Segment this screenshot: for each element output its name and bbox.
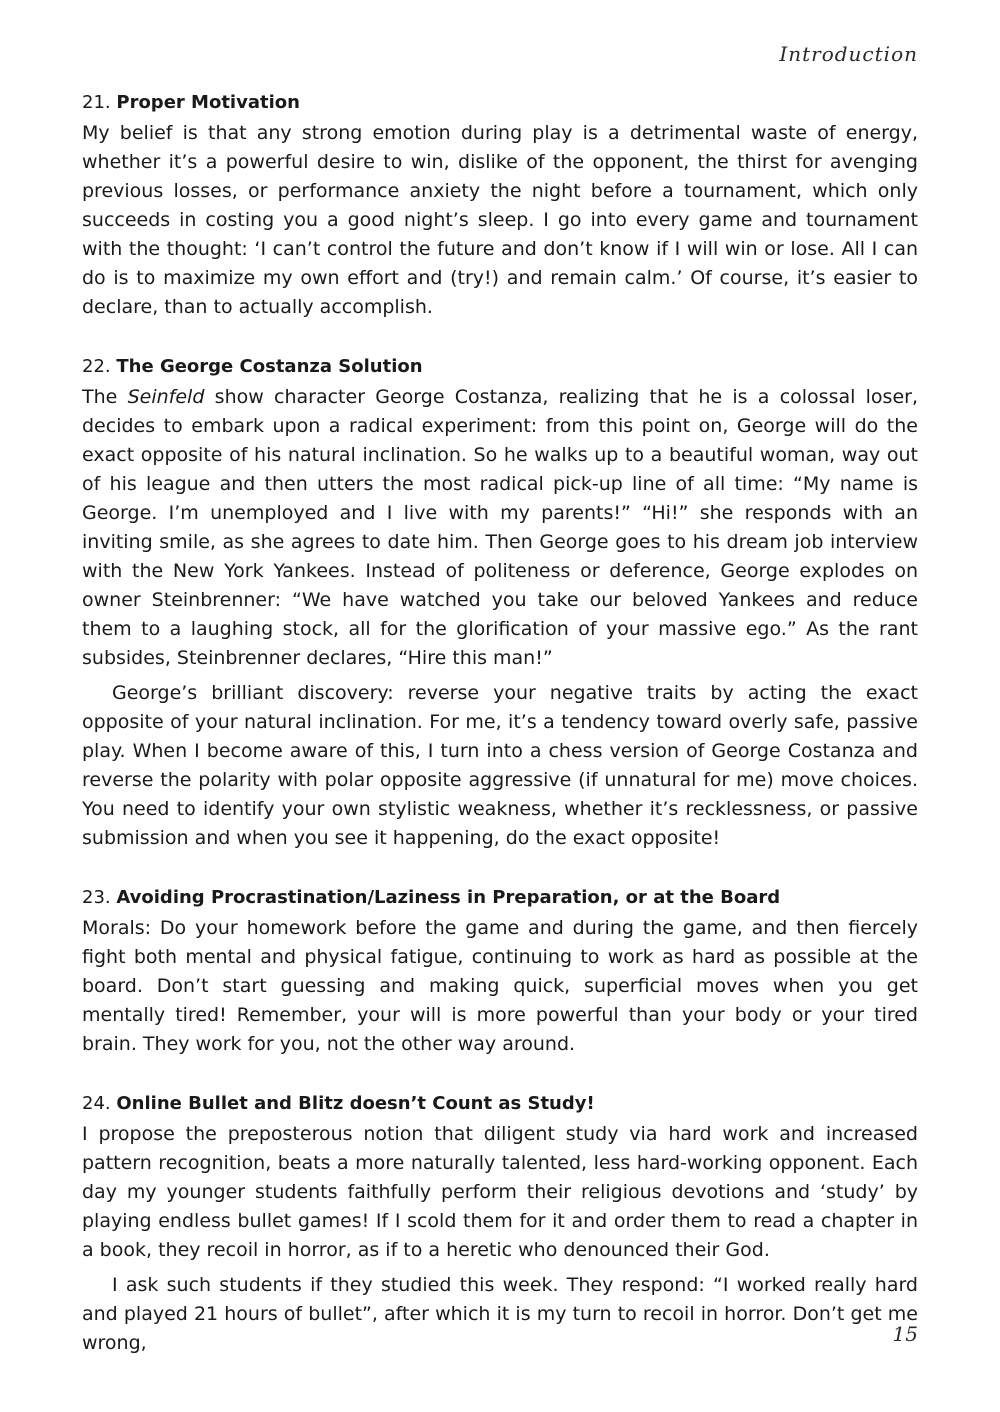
paragraph: I propose the preposterous notion that diligent study via hard work and increased pattern recognition, beats a more naturally talented, less hard-working opponent. Each day my younger students faithfully perform their religious devotions and ‘study’ by playing endless bullet games! If I scold them for it and order them to read a chapter in a book, they recoil in horror, as if to a heretic who denounced their God. bbox=[82, 1123, 918, 1261]
section-number: 24. bbox=[82, 1093, 111, 1114]
section-title: Avoiding Procrastination/Laziness in Preparation, or at the Board bbox=[116, 887, 781, 908]
section-heading bbox=[82, 1089, 918, 1118]
paragraph: I ask such students if they studied this week. They respond: “I worked really hard and played 21 hours of bullet”, after which it is my turn to recoil in horror. Don’t get me wrong, bbox=[82, 1274, 918, 1354]
section-heading bbox=[82, 88, 918, 117]
section-heading bbox=[82, 352, 918, 381]
section-number: 22. bbox=[82, 356, 111, 377]
paragraph: Morals: Do your homework before the game and during the game, and then fiercely fight both mental and physical fatigue, continuing to work as hard as possible at the board. Don’t start guessing and making quick, superficial moves when you get mentally tired! Remember, your will is more powerful than your body or your tired brain. They work for you, not the other way around. bbox=[82, 917, 918, 1055]
paragraph: The Seinfeld show character George Costanza, realizing that he is a colossal loser, decides to embark upon a radical experiment: from this point on, George will do the exact opposite of his natural inclination. So he walks up to a beautiful woman, way out of his league and then utters the most radical pick-up line of all time: “My name is George. I’m unemployed and I live with my parents!” “Hi!” she responds with an inviting smile, as she agrees to date him. Then George goes to his dream job interview with the New York Yankees. Instead of politeness or deference, George explodes on owner Steinbrenner: “We have watched you take our beloved Yankees and reduce them to a laughing stock, all for the glorification of your massive ego.” As the rant subsides, Steinbrenner declares, “Hire this man!” bbox=[82, 386, 918, 669]
section-21 bbox=[82, 88, 918, 322]
section-number: 21. bbox=[82, 92, 111, 113]
body-text bbox=[82, 88, 918, 1388]
section-title: Proper Motivation bbox=[116, 92, 300, 113]
page-number: 15 bbox=[892, 1322, 918, 1346]
section-24 bbox=[82, 1089, 918, 1358]
paragraph: My belief is that any strong emotion during play is a detrimental waste of energy, whether it’s a powerful desire to win, dislike of the opponent, the thirst for avenging previous losses, or performance anxiety the night before a tournament, which only succeeds in costing you a good night’s sleep. I go into every game and tournament with the thought: ‘I can’t control the future and don’t know if I will win or lose. All I can do is to maximize my own effort and (try!) and remain calm.’ Of course, it’s easier to declare, than to actually accomplish. bbox=[82, 122, 918, 318]
section-number: 23. bbox=[82, 887, 111, 908]
section-heading bbox=[82, 883, 918, 912]
section-23 bbox=[82, 883, 918, 1059]
paragraph: George’s brilliant discovery: reverse your negative traits by acting the exact opposite of your natural inclination. For me, it’s a tendency toward overly safe, passive play. When I become aware of this, I turn into a chess version of George Costanza and reverse the polarity with polar opposite aggressive (if unnatural for me) move choices. You need to identify your own stylistic weakness, whether it’s recklessness, or passive submission and when you see it happening, do the exact opposite! bbox=[82, 682, 918, 849]
section-22 bbox=[82, 352, 918, 853]
section-title: The George Costanza Solution bbox=[116, 356, 423, 377]
section-title: Online Bullet and Blitz doesn’t Count as Study! bbox=[116, 1093, 595, 1114]
italic-title: Seinfeld bbox=[127, 386, 205, 408]
running-head: Introduction bbox=[779, 42, 918, 66]
